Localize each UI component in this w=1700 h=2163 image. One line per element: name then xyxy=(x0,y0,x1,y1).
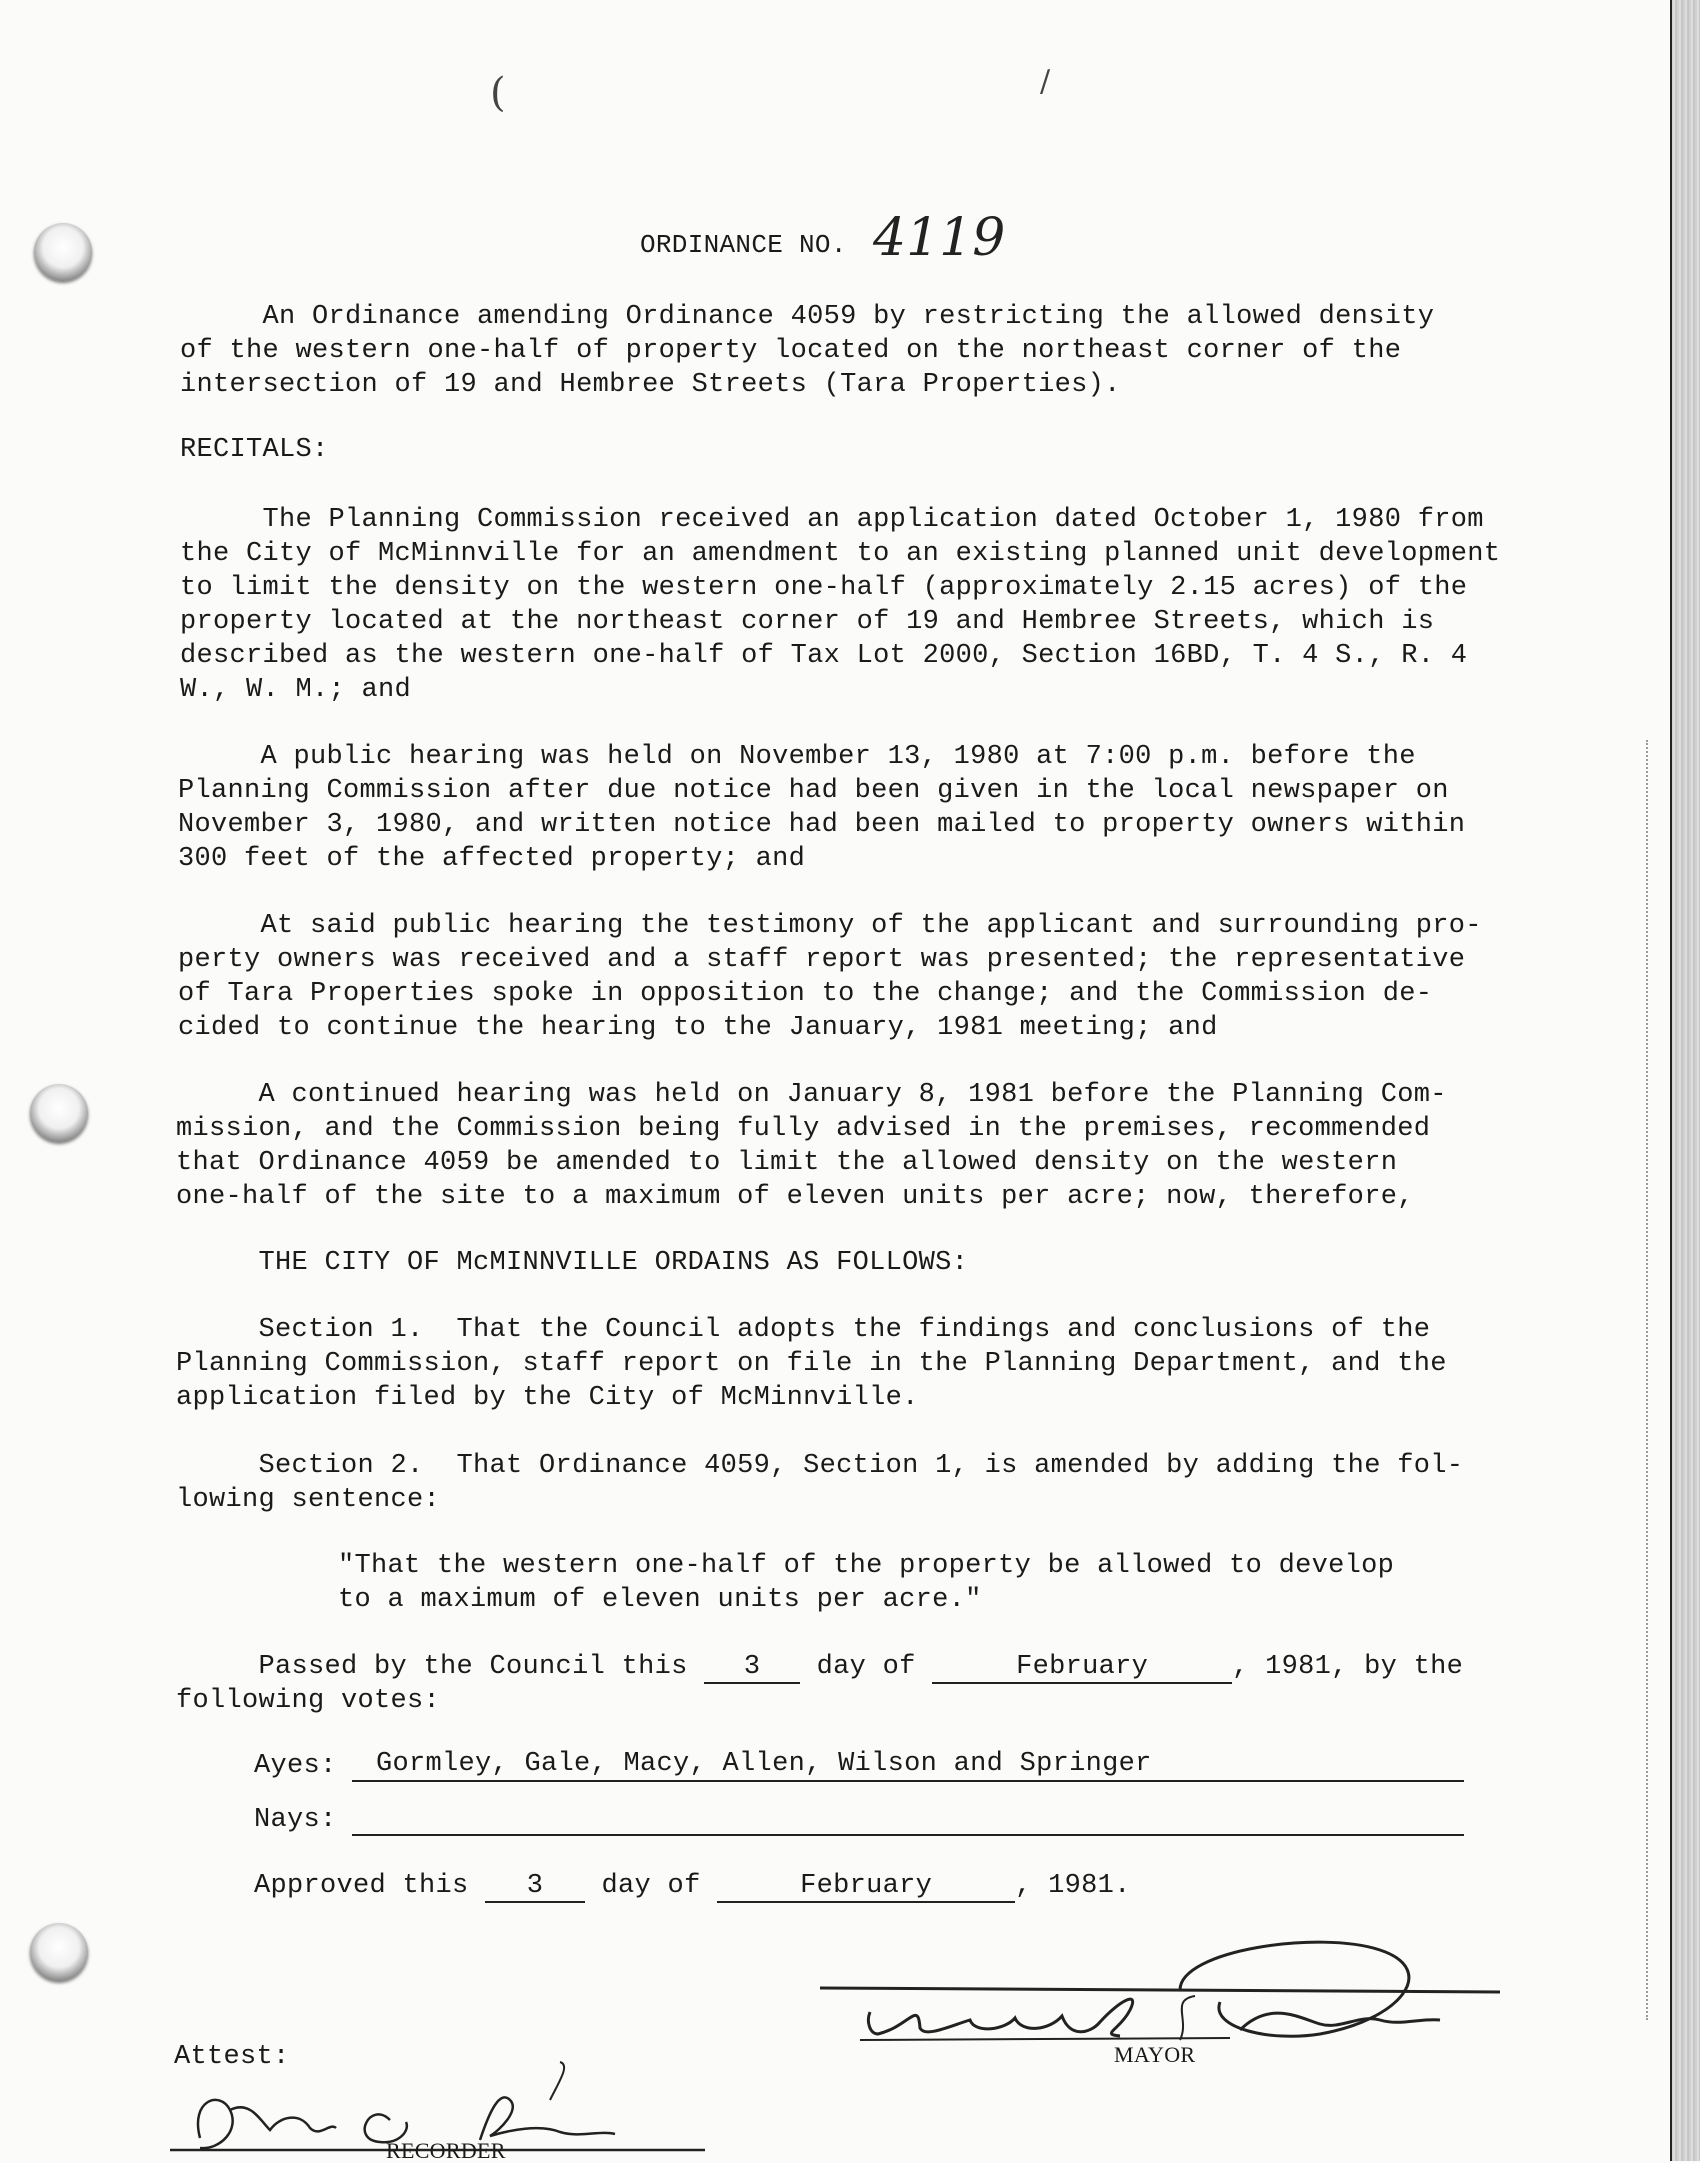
para2-line-3: November 3, 1980, and written notice had been mailed to property owners within xyxy=(178,810,1466,840)
para1-line-2: the City of McMinnville for an amendment to an existing planned unit development xyxy=(180,539,1501,569)
punch-hole-middle xyxy=(30,1084,88,1142)
ayes-label: Ayes: xyxy=(254,1751,337,1781)
nays-line xyxy=(352,1834,1464,1836)
stray-mark-right: / xyxy=(1040,64,1051,99)
ordains-heading: THE CITY OF McMINNVILLE ORDAINS AS FOLLOWS: xyxy=(176,1248,969,1278)
ordinance-title: ORDINANCE NO. xyxy=(640,230,847,260)
para4-line-4: one-half of the site to a maximum of eleven units per acre; now, therefore, xyxy=(176,1182,1414,1212)
ayes-value: Gormley, Gale, Macy, Allen, Wilson and Springer xyxy=(376,1749,1152,1779)
para1-line-5: described as the western one-half of Tax Lot 2000, Section 16BD, T. 4 S., R. 4 xyxy=(180,641,1468,671)
approved-month: February xyxy=(717,1871,1015,1903)
para4-line-3: that Ordinance 4059 be amended to limit the allowed density on the western xyxy=(176,1148,1398,1178)
para2-line-1: A public hearing was held on November 13, 1980 at 7:00 p.m. before the xyxy=(178,742,1416,772)
passed-month: February xyxy=(932,1652,1232,1684)
recorder-label: RECORDER xyxy=(386,2138,506,2163)
para3-line-4: cided to continue the hearing to the January, 1981 meeting; and xyxy=(178,1013,1218,1043)
para2-line-4: 300 feet of the affected property; and xyxy=(178,844,806,874)
approved-prefix: Approved this xyxy=(254,1871,486,1901)
approved-day: 3 xyxy=(485,1871,585,1903)
passed-prefix: Passed by the Council this xyxy=(176,1652,705,1682)
quote-line-2: to a maximum of eleven units per acre." xyxy=(338,1585,982,1615)
stray-mark-left: ( xyxy=(490,70,506,116)
approved-mid: day of xyxy=(585,1871,718,1901)
passed-suffix: , 1981, by the xyxy=(1232,1652,1464,1682)
ordinance-number: 4119 xyxy=(873,208,1006,268)
approved-line xyxy=(254,1869,1131,1903)
quote-line-1: "That the western one-half of the property be allowed to develop xyxy=(338,1551,1395,1581)
section1-line-3: application filed by the City of McMinnville. xyxy=(176,1383,919,1413)
intro-line-1: An Ordinance amending Ordinance 4059 by restricting the allowed density xyxy=(180,302,1435,332)
para1-line-3: to limit the density on the western one-half (approximately 2.15 acres) of the xyxy=(180,573,1468,603)
para2-line-2: Planning Commission after due notice had been given in the local newspaper on xyxy=(178,776,1449,806)
section1-line-2: Planning Commission, staff report on file in the Planning Department, and the xyxy=(176,1349,1447,1379)
para4-line-1: A continued hearing was held on January 8, 1981 before the Planning Com- xyxy=(176,1080,1447,1110)
attest-label: Attest: xyxy=(174,2042,290,2072)
section2-line-2: lowing sentence: xyxy=(176,1485,441,1515)
passed-day: 3 xyxy=(704,1652,800,1684)
recitals-heading: RECITALS: xyxy=(180,435,329,465)
mayor-label: MAYOR xyxy=(1114,2042,1196,2067)
section2-line-1: Section 2. That Ordinance 4059, Section 1, is amended by adding the fol- xyxy=(176,1451,1464,1481)
passed-line xyxy=(176,1650,1463,1684)
para1-line-4: property located at the northeast corner of 19 and Hembree Streets, which is xyxy=(180,607,1435,637)
para1-line-1: The Planning Commission received an application dated October 1, 1980 from xyxy=(180,505,1484,535)
binder-edge xyxy=(1670,0,1700,2161)
punch-hole-bottom xyxy=(30,1923,88,1981)
para3-line-2: perty owners was received and a staff report was presented; the representative xyxy=(178,945,1466,975)
page-fold-line xyxy=(1646,740,1650,2020)
para4-line-2: mission, and the Commission being fully advised in the premises, recommended xyxy=(176,1114,1431,1144)
punch-hole-top xyxy=(34,223,92,281)
nays-label: Nays: xyxy=(254,1805,337,1835)
passed-line-2: following votes: xyxy=(176,1686,441,1716)
section1-line-1: Section 1. That the Council adopts the findings and conclusions of the xyxy=(176,1315,1431,1345)
para1-line-6: W., W. M.; and xyxy=(180,675,412,705)
para3-line-3: of Tara Properties spoke in opposition to the change; and the Commission de- xyxy=(178,979,1433,1009)
intro-line-3: intersection of 19 and Hembree Streets (Tara Properties). xyxy=(180,370,1121,400)
passed-mid: day of xyxy=(800,1652,933,1682)
para3-line-1: At said public hearing the testimony of the applicant and surrounding pro- xyxy=(178,911,1482,941)
intro-line-2: of the western one-half of property located on the northeast corner of the xyxy=(180,336,1402,366)
approved-suffix: , 1981. xyxy=(1015,1871,1131,1901)
